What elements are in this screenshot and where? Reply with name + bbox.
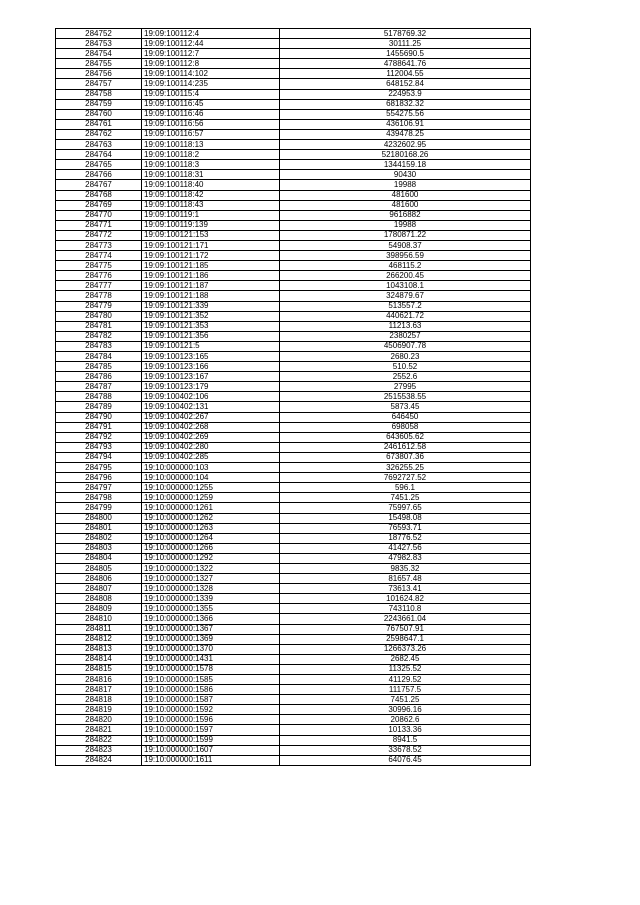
table-row: [56, 29, 531, 39]
table-row: [56, 685, 531, 695]
cadastral-number-cell: 19:10:000000:103: [142, 463, 280, 473]
table-row: [56, 150, 531, 160]
cadastral-number-cell: 19:10:000000:1261: [142, 503, 280, 513]
row-id-cell: 284776: [56, 271, 142, 281]
cadastral-number-cell: 19:10:000000:1369: [142, 634, 280, 644]
row-id-cell: 284801: [56, 523, 142, 533]
row-id-cell: 284773: [56, 240, 142, 250]
amount-cell: 481600: [280, 200, 531, 210]
cadastral-number-cell: 19:10:000000:1370: [142, 644, 280, 654]
table-row: [56, 210, 531, 220]
table-row: [56, 463, 531, 473]
table-row: [56, 695, 531, 705]
row-id-cell: 284759: [56, 99, 142, 109]
row-id-cell: 284769: [56, 200, 142, 210]
table-row: [56, 291, 531, 301]
row-id-cell: 284774: [56, 251, 142, 261]
row-id-cell: 284761: [56, 119, 142, 129]
table-row: [56, 735, 531, 745]
table-row: [56, 422, 531, 432]
amount-cell: 554275.56: [280, 109, 531, 119]
table-row: [56, 341, 531, 351]
cadastral-number-cell: 19:09:100118:43: [142, 200, 280, 210]
row-id-cell: 284791: [56, 422, 142, 432]
row-id-cell: 284806: [56, 574, 142, 584]
table-row: [56, 281, 531, 291]
amount-cell: 4506907.78: [280, 341, 531, 351]
row-id-cell: 284757: [56, 79, 142, 89]
row-id-cell: 284767: [56, 180, 142, 190]
table-row: [56, 140, 531, 150]
table-row: [56, 725, 531, 735]
cadastral-number-cell: 19:09:100402:267: [142, 412, 280, 422]
table-row: [56, 755, 531, 765]
table-row: [56, 311, 531, 321]
row-id-cell: 284790: [56, 412, 142, 422]
amount-cell: 19988: [280, 180, 531, 190]
table-row: [56, 584, 531, 594]
cadastral-number-cell: 19:09:100402:285: [142, 452, 280, 462]
row-id-cell: 284754: [56, 49, 142, 59]
row-id-cell: 284768: [56, 190, 142, 200]
amount-cell: 1043108.1: [280, 281, 531, 291]
row-id-cell: 284820: [56, 715, 142, 725]
cadastral-number-cell: 19:09:100112:8: [142, 59, 280, 69]
amount-cell: 2243661.04: [280, 614, 531, 624]
amount-cell: 64076.45: [280, 755, 531, 765]
cadastral-number-cell: 19:10:000000:1596: [142, 715, 280, 725]
table-row: [56, 129, 531, 139]
amount-cell: 9616882: [280, 210, 531, 220]
row-id-cell: 284762: [56, 129, 142, 139]
row-id-cell: 284788: [56, 392, 142, 402]
amount-cell: 646450: [280, 412, 531, 422]
cadastral-number-cell: 19:09:100121:171: [142, 240, 280, 250]
table-row: [56, 39, 531, 49]
row-id-cell: 284752: [56, 29, 142, 39]
table-row: [56, 59, 531, 69]
row-id-cell: 284822: [56, 735, 142, 745]
amount-cell: 436106.91: [280, 119, 531, 129]
amount-cell: 1266373.26: [280, 644, 531, 654]
amount-cell: 2598647.1: [280, 634, 531, 644]
cadastral-number-cell: 19:09:100116:46: [142, 109, 280, 119]
row-id-cell: 284785: [56, 362, 142, 372]
row-id-cell: 284819: [56, 705, 142, 715]
cadastral-number-cell: 19:10:000000:1327: [142, 574, 280, 584]
cadastral-number-cell: 19:09:100123:179: [142, 382, 280, 392]
table-row: [56, 190, 531, 200]
cadastral-number-cell: 19:10:000000:1366: [142, 614, 280, 624]
cadastral-number-cell: 19:09:100116:56: [142, 119, 280, 129]
amount-cell: 9835.32: [280, 563, 531, 573]
cadastral-number-cell: 19:10:000000:1292: [142, 553, 280, 563]
cadastral-number-cell: 19:09:100121:185: [142, 261, 280, 271]
row-id-cell: 284805: [56, 563, 142, 573]
cadastral-number-cell: 19:09:100114:235: [142, 79, 280, 89]
cadastral-number-cell: 19:09:100112:44: [142, 39, 280, 49]
amount-cell: 468115.2: [280, 261, 531, 271]
row-id-cell: 284782: [56, 331, 142, 341]
amount-cell: 73613.41: [280, 584, 531, 594]
row-id-cell: 284786: [56, 372, 142, 382]
cadastral-number-cell: 19:09:100118:40: [142, 180, 280, 190]
cadastral-number-cell: 19:09:100121:356: [142, 331, 280, 341]
row-id-cell: 284803: [56, 543, 142, 553]
amount-cell: 90430: [280, 170, 531, 180]
row-id-cell: 284753: [56, 39, 142, 49]
row-id-cell: 284758: [56, 89, 142, 99]
cadastral-number-cell: 19:09:100116:57: [142, 129, 280, 139]
amount-cell: 440621.72: [280, 311, 531, 321]
cadastral-number-cell: 19:09:100121:186: [142, 271, 280, 281]
row-id-cell: 284814: [56, 654, 142, 664]
amount-cell: 54908.37: [280, 240, 531, 250]
table-row: [56, 503, 531, 513]
table-row: [56, 624, 531, 634]
cadastral-number-cell: 19:10:000000:1367: [142, 624, 280, 634]
records-table: [55, 28, 531, 766]
cadastral-number-cell: 19:09:100119:139: [142, 220, 280, 230]
data-sheet: [55, 28, 531, 766]
table-row: [56, 412, 531, 422]
cadastral-number-cell: 19:09:100121:352: [142, 311, 280, 321]
table-row: [56, 301, 531, 311]
row-id-cell: 284821: [56, 725, 142, 735]
cadastral-number-cell: 19:10:000000:1328: [142, 584, 280, 594]
table-row: [56, 715, 531, 725]
amount-cell: 513557.2: [280, 301, 531, 311]
row-id-cell: 284809: [56, 604, 142, 614]
cadastral-number-cell: 19:09:100121:188: [142, 291, 280, 301]
row-id-cell: 284764: [56, 150, 142, 160]
row-id-cell: 284804: [56, 553, 142, 563]
amount-cell: 75997.65: [280, 503, 531, 513]
cadastral-number-cell: 19:09:100118:42: [142, 190, 280, 200]
row-id-cell: 284797: [56, 483, 142, 493]
amount-cell: 112004.55: [280, 69, 531, 79]
amount-cell: 2552.6: [280, 372, 531, 382]
cadastral-number-cell: 19:10:000000:1586: [142, 685, 280, 695]
amount-cell: 743110.8: [280, 604, 531, 614]
amount-cell: 326255.25: [280, 463, 531, 473]
table-row: [56, 533, 531, 543]
row-id-cell: 284792: [56, 432, 142, 442]
amount-cell: 11325.52: [280, 664, 531, 674]
table-row: [56, 452, 531, 462]
table-row: [56, 321, 531, 331]
table-row: [56, 664, 531, 674]
cadastral-number-cell: 19:09:100402:106: [142, 392, 280, 402]
amount-cell: 266200.45: [280, 271, 531, 281]
cadastral-number-cell: 19:10:000000:1255: [142, 483, 280, 493]
amount-cell: 47982.83: [280, 553, 531, 563]
amount-cell: 4788641.76: [280, 59, 531, 69]
amount-cell: 2515538.55: [280, 392, 531, 402]
row-id-cell: 284770: [56, 210, 142, 220]
table-row: [56, 604, 531, 614]
table-row: [56, 392, 531, 402]
cadastral-number-cell: 19:09:100123:165: [142, 352, 280, 362]
amount-cell: 33678.52: [280, 745, 531, 755]
amount-cell: 648152.84: [280, 79, 531, 89]
row-id-cell: 284793: [56, 442, 142, 452]
row-id-cell: 284760: [56, 109, 142, 119]
table-row: [56, 109, 531, 119]
cadastral-number-cell: 19:10:000000:1599: [142, 735, 280, 745]
amount-cell: 10133.36: [280, 725, 531, 735]
row-id-cell: 284800: [56, 513, 142, 523]
amount-cell: 18776.52: [280, 533, 531, 543]
table-row: [56, 230, 531, 240]
amount-cell: 2461612.58: [280, 442, 531, 452]
table-row: [56, 523, 531, 533]
row-id-cell: 284808: [56, 594, 142, 604]
amount-cell: 11213.63: [280, 321, 531, 331]
amount-cell: 30996.16: [280, 705, 531, 715]
cadastral-number-cell: 19:09:100118:2: [142, 150, 280, 160]
amount-cell: 8941.5: [280, 735, 531, 745]
table-row: [56, 89, 531, 99]
table-row: [56, 240, 531, 250]
table-row: [56, 705, 531, 715]
cadastral-number-cell: 19:09:100121:353: [142, 321, 280, 331]
table-row: [56, 170, 531, 180]
amount-cell: 2380257: [280, 331, 531, 341]
table-row: [56, 563, 531, 573]
cadastral-number-cell: 19:09:100114:102: [142, 69, 280, 79]
row-id-cell: 284755: [56, 59, 142, 69]
amount-cell: 27995: [280, 382, 531, 392]
cadastral-number-cell: 19:09:100123:166: [142, 362, 280, 372]
cadastral-number-cell: 19:10:000000:1355: [142, 604, 280, 614]
row-id-cell: 284811: [56, 624, 142, 634]
table-row: [56, 634, 531, 644]
row-id-cell: 284777: [56, 281, 142, 291]
amount-cell: 81657.48: [280, 574, 531, 584]
cadastral-number-cell: 19:09:100121:172: [142, 251, 280, 261]
amount-cell: 7692727.52: [280, 473, 531, 483]
cadastral-number-cell: 19:09:100115:4: [142, 89, 280, 99]
row-id-cell: 284815: [56, 664, 142, 674]
row-id-cell: 284766: [56, 170, 142, 180]
amount-cell: 7451.25: [280, 695, 531, 705]
amount-cell: 41427.56: [280, 543, 531, 553]
table-row: [56, 271, 531, 281]
row-id-cell: 284798: [56, 493, 142, 503]
cadastral-number-cell: 19:10:000000:1262: [142, 513, 280, 523]
cadastral-number-cell: 19:10:000000:1322: [142, 563, 280, 573]
cadastral-number-cell: 19:09:100116:45: [142, 99, 280, 109]
table-row: [56, 372, 531, 382]
cadastral-number-cell: 19:10:000000:1607: [142, 745, 280, 755]
table-row: [56, 69, 531, 79]
amount-cell: 673807.36: [280, 452, 531, 462]
amount-cell: 1780871.22: [280, 230, 531, 240]
row-id-cell: 284796: [56, 473, 142, 483]
amount-cell: 596.1: [280, 483, 531, 493]
amount-cell: 4232602.95: [280, 140, 531, 150]
row-id-cell: 284779: [56, 301, 142, 311]
row-id-cell: 284784: [56, 352, 142, 362]
cadastral-number-cell: 19:09:100121:339: [142, 301, 280, 311]
amount-cell: 41129.52: [280, 675, 531, 685]
table-row: [56, 493, 531, 503]
cadastral-number-cell: 19:10:000000:1587: [142, 695, 280, 705]
table-row: [56, 49, 531, 59]
cadastral-number-cell: 19:10:000000:1585: [142, 675, 280, 685]
row-id-cell: 284802: [56, 533, 142, 543]
amount-cell: 20862.6: [280, 715, 531, 725]
row-id-cell: 284772: [56, 230, 142, 240]
row-id-cell: 284787: [56, 382, 142, 392]
amount-cell: 510.52: [280, 362, 531, 372]
amount-cell: 111757.5: [280, 685, 531, 695]
table-row: [56, 483, 531, 493]
table-row: [56, 442, 531, 452]
row-id-cell: 284756: [56, 69, 142, 79]
cadastral-number-cell: 19:09:100402:131: [142, 402, 280, 412]
table-row: [56, 160, 531, 170]
amount-cell: 1344159.18: [280, 160, 531, 170]
cadastral-number-cell: 19:09:100119:1: [142, 210, 280, 220]
amount-cell: 15498.08: [280, 513, 531, 523]
row-id-cell: 284789: [56, 402, 142, 412]
table-row: [56, 513, 531, 523]
cadastral-number-cell: 19:09:100118:13: [142, 140, 280, 150]
amount-cell: 439478.25: [280, 129, 531, 139]
cadastral-number-cell: 19:10:000000:1611: [142, 755, 280, 765]
amount-cell: 52180168.26: [280, 150, 531, 160]
amount-cell: 681832.32: [280, 99, 531, 109]
cadastral-number-cell: 19:09:100112:7: [142, 49, 280, 59]
cadastral-number-cell: 19:10:000000:1431: [142, 654, 280, 664]
records-table-body: [56, 29, 531, 766]
cadastral-number-cell: 19:09:100402:280: [142, 442, 280, 452]
row-id-cell: 284817: [56, 685, 142, 695]
table-row: [56, 594, 531, 604]
table-row: [56, 251, 531, 261]
cadastral-number-cell: 19:09:100121:187: [142, 281, 280, 291]
row-id-cell: 284794: [56, 452, 142, 462]
table-row: [56, 745, 531, 755]
amount-cell: 2680.23: [280, 352, 531, 362]
table-row: [56, 543, 531, 553]
amount-cell: 30111.25: [280, 39, 531, 49]
table-row: [56, 200, 531, 210]
table-row: [56, 119, 531, 129]
row-id-cell: 284810: [56, 614, 142, 624]
cadastral-number-cell: 19:09:100123:167: [142, 372, 280, 382]
amount-cell: 767507.91: [280, 624, 531, 634]
row-id-cell: 284807: [56, 584, 142, 594]
amount-cell: 1455690.5: [280, 49, 531, 59]
row-id-cell: 284778: [56, 291, 142, 301]
table-row: [56, 362, 531, 372]
table-row: [56, 553, 531, 563]
table-row: [56, 432, 531, 442]
row-id-cell: 284818: [56, 695, 142, 705]
row-id-cell: 284771: [56, 220, 142, 230]
row-id-cell: 284824: [56, 755, 142, 765]
amount-cell: 398956.59: [280, 251, 531, 261]
row-id-cell: 284775: [56, 261, 142, 271]
row-id-cell: 284795: [56, 463, 142, 473]
amount-cell: 76593.71: [280, 523, 531, 533]
amount-cell: 481600: [280, 190, 531, 200]
cadastral-number-cell: 19:09:100118:31: [142, 170, 280, 180]
row-id-cell: 284781: [56, 321, 142, 331]
cadastral-number-cell: 19:09:100402:268: [142, 422, 280, 432]
row-id-cell: 284765: [56, 160, 142, 170]
table-row: [56, 675, 531, 685]
cadastral-number-cell: 19:09:100118:3: [142, 160, 280, 170]
amount-cell: 698058: [280, 422, 531, 432]
amount-cell: 2682.45: [280, 654, 531, 664]
table-row: [56, 352, 531, 362]
cadastral-number-cell: 19:10:000000:104: [142, 473, 280, 483]
table-row: [56, 473, 531, 483]
table-row: [56, 99, 531, 109]
amount-cell: 324879.67: [280, 291, 531, 301]
row-id-cell: 284783: [56, 341, 142, 351]
table-row: [56, 402, 531, 412]
row-id-cell: 284799: [56, 503, 142, 513]
cadastral-number-cell: 19:10:000000:1592: [142, 705, 280, 715]
cadastral-number-cell: 19:10:000000:1259: [142, 493, 280, 503]
table-row: [56, 644, 531, 654]
amount-cell: 643605.62: [280, 432, 531, 442]
table-row: [56, 79, 531, 89]
cadastral-number-cell: 19:09:100121:5: [142, 341, 280, 351]
amount-cell: 7451.25: [280, 493, 531, 503]
amount-cell: 5178769.32: [280, 29, 531, 39]
cadastral-number-cell: 19:10:000000:1339: [142, 594, 280, 604]
amount-cell: 224953.9: [280, 89, 531, 99]
row-id-cell: 284812: [56, 634, 142, 644]
cadastral-number-cell: 19:10:000000:1578: [142, 664, 280, 674]
cadastral-number-cell: 19:09:100121:153: [142, 230, 280, 240]
cadastral-number-cell: 19:09:100402:269: [142, 432, 280, 442]
table-row: [56, 382, 531, 392]
table-row: [56, 261, 531, 271]
table-row: [56, 180, 531, 190]
table-row: [56, 220, 531, 230]
cadastral-number-cell: 19:10:000000:1263: [142, 523, 280, 533]
cadastral-number-cell: 19:10:000000:1266: [142, 543, 280, 553]
row-id-cell: 284816: [56, 675, 142, 685]
amount-cell: 19988: [280, 220, 531, 230]
cadastral-number-cell: 19:10:000000:1597: [142, 725, 280, 735]
row-id-cell: 284813: [56, 644, 142, 654]
table-row: [56, 331, 531, 341]
cadastral-number-cell: 19:10:000000:1264: [142, 533, 280, 543]
table-row: [56, 574, 531, 584]
row-id-cell: 284823: [56, 745, 142, 755]
amount-cell: 101624.82: [280, 594, 531, 604]
row-id-cell: 284763: [56, 140, 142, 150]
row-id-cell: 284780: [56, 311, 142, 321]
table-row: [56, 614, 531, 624]
table-row: [56, 654, 531, 664]
cadastral-number-cell: 19:09:100112:4: [142, 29, 280, 39]
amount-cell: 5873.45: [280, 402, 531, 412]
